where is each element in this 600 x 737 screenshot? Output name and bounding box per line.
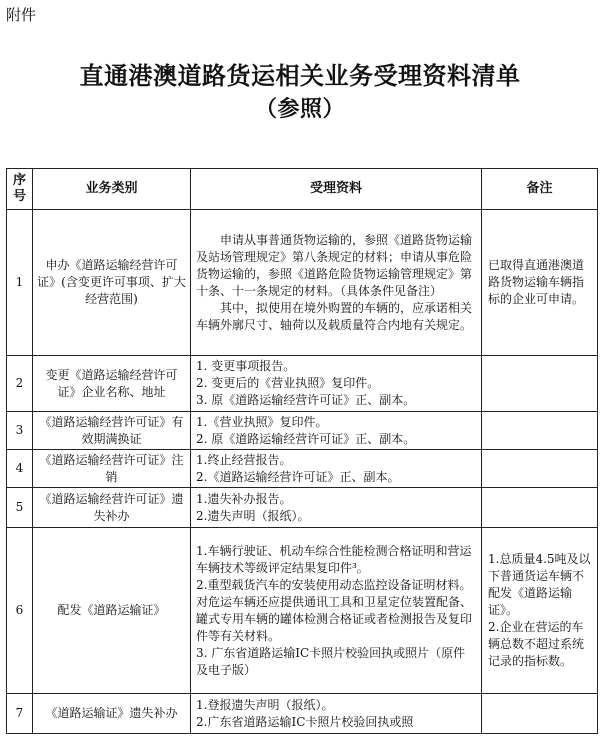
material-item: 2. 原《道路运输经营许可证》正、副本。: [196, 431, 416, 446]
row-category: 《道路运输经营许可证》有效期满换证: [33, 412, 191, 450]
material-item: 2.遗失声明（报纸）。: [196, 508, 310, 523]
row-number: 1: [7, 210, 33, 356]
material-item: 1.遗失补办报告。: [196, 491, 292, 506]
header-materials: 受理资料: [191, 169, 482, 210]
row-notes: [482, 412, 598, 450]
row-category: 配发《道路运输证》: [33, 528, 191, 694]
row-notes: [482, 694, 598, 734]
row-number: 3: [7, 412, 33, 450]
table-row: [7, 356, 598, 412]
row-materials: [191, 488, 482, 528]
material-item: 1.终止经营报告。: [196, 452, 292, 467]
row-number: 4: [7, 450, 33, 488]
header-category: 业务类别: [33, 169, 191, 210]
materials-table: [6, 168, 598, 734]
row-category: 变更《道路运输经营许可证》企业名称、地址: [33, 356, 191, 412]
material-item: 2. 变更后的《营业执照》复印件。: [196, 376, 380, 390]
table-row: [7, 412, 598, 450]
note-item: 1.总质量4.5吨及以下普通货运车辆不配发《道路运输证》。: [488, 552, 591, 617]
row-notes: [482, 356, 598, 412]
header-no: 序号: [7, 169, 33, 210]
attachment-label: 附件: [6, 6, 37, 24]
material-item: 其中，拟使用在境外购置的车辆的，应承诺相关车辆外廓尺寸、轴荷以及载质量符合内地有关规定。: [196, 300, 473, 332]
row-materials: [191, 356, 482, 412]
row-number: 6: [7, 528, 33, 694]
row-notes: 已取得直通港澳道路货物运输车辆指标的企业可申请。: [482, 210, 598, 356]
row-notes: [482, 528, 598, 694]
material-item: 3. 广东省道路运输IC卡照片校验回执或照片（原件及电子版）: [196, 645, 466, 677]
material-item: 1.车辆行驶证、机动车综合性能检测合格证明和营运车辆技术等级评定结果复印件³。: [196, 543, 472, 575]
row-notes: [482, 450, 598, 488]
row-category: 《道路运输证》遗失补办: [33, 694, 191, 734]
row-number: 5: [7, 488, 33, 528]
row-notes: [482, 488, 598, 528]
row-category: 《道路运输经营许可证》注销: [33, 450, 191, 488]
material-item: 1. 变更事项报告。: [196, 359, 296, 373]
row-materials: [191, 210, 482, 356]
row-materials: [191, 450, 482, 488]
table-header-row: [7, 169, 598, 210]
table-row: [7, 450, 598, 488]
table-row: [7, 528, 598, 694]
header-notes: 备注: [482, 169, 598, 210]
row-category: 《道路运输经营许可证》遗失补办: [33, 488, 191, 528]
material-item: 2.《道路运输经营许可证》正、副本。: [196, 469, 400, 484]
table-row: [7, 694, 598, 734]
row-materials: [191, 412, 482, 450]
material-item: 1.登报遗失声明（报纸）。: [196, 697, 334, 712]
material-item: 申请从事普通货物运输的，参照《道路货物运输及站场管理规定》第八条规定的材料；申请从事危险货物运输的，参照《道路危险货物运输管理规定》第十条、十一条规定的材料。（具体条件见备注）: [196, 232, 473, 298]
row-number: 7: [7, 694, 33, 734]
row-materials: [191, 528, 482, 694]
row-number: 2: [7, 356, 33, 412]
document-subtitle: （参照）: [254, 96, 345, 122]
material-item: 1.《营业执照》复印件。: [196, 414, 328, 429]
table-row: [7, 210, 598, 356]
note-item: 2.企业在营运的车辆总数不超过系统记录的指标数。: [488, 620, 585, 668]
material-item: 3. 原《道路运输经营许可证》正、副本。: [196, 393, 416, 407]
material-item: 2.重型载货汽车的安装使用动态监控设备证明材料。对危运车辆还应提供通讯工具和卫星定位装置配备、罐式专用车辆的罐体检测合格证或者检测报告及复印件等有关材料。: [196, 577, 473, 643]
row-category: 申办《道路运输经营许可证》(含变更许可事项、扩大经营范围): [33, 210, 191, 356]
row-materials: [191, 694, 482, 734]
document-title: 直通港澳道路货运相关业务受理资料清单: [79, 61, 521, 90]
table-row: [7, 488, 598, 528]
material-item: 2.广东省道路运输IC卡照片校验回执或照: [196, 714, 414, 729]
